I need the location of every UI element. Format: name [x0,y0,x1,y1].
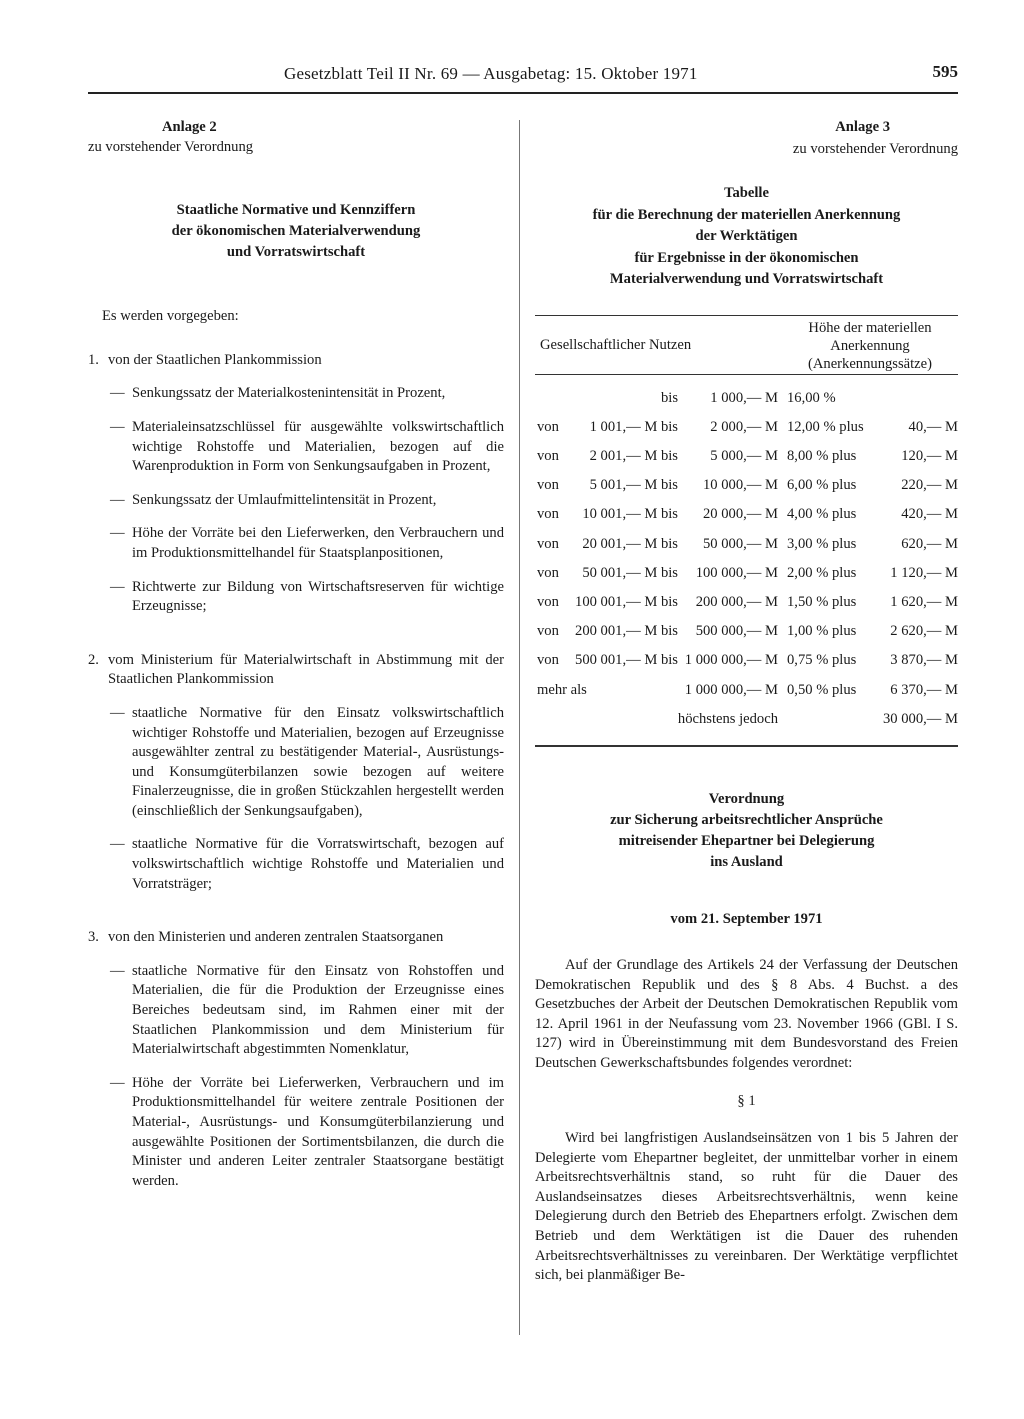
table-row [535,529,958,558]
heading-line: der Werktätigen [695,228,798,245]
column-header-anerkennung: Höhe der materiellen Anerkennung (Anerkennungssätze) [808,319,932,372]
bullet-item: — Höhe der Vorräte bei Lieferwerken, Verbrauchern und im Produktionsmittelhandel für weitere zentrale Positionen der Material-, Ausrüstungs- und Konsumgüterbilanzierung und ausgewählte Positionen der Sortimentsbilanzen, die durch die Minister und anderen Leiter zentraler Staatsorgane bestätigt werden. [110,1074,504,1189]
heading-line: Materialverwendung und Vorratswirtschaft [609,271,884,288]
row-from: 200 001,— M bis [575,623,678,640]
table-row [535,499,958,528]
anlage-2-heading [88,200,504,263]
row-percent: 3,00 % plus [787,535,857,552]
list-item-2 [88,651,504,690]
anlage-3-subtitle: zu vorstehender Verordnung [792,140,958,157]
section-heading: § 1 [737,1092,756,1109]
list-item-text: von den Ministerien und anderen zentralen Staatsorganen [108,929,444,946]
left-column [88,118,504,1191]
list-item-1 [88,351,504,371]
row-to: 100 000,— M [695,564,778,581]
row-prefix: von [537,477,559,494]
title-line: Verordnung [708,790,785,807]
row-from: 2 001,— M bis [589,448,678,465]
row-from: 20 001,— M bis [582,535,678,552]
row-from: 1 001,— M bis [589,418,678,435]
row-to: 1 000 000,— M [684,681,778,698]
table-row [535,441,958,470]
verordnung-title [535,789,958,873]
table-row [535,616,958,645]
heading-line: Staatliche Normative und Kennziffern [176,202,416,219]
row-prefix: von [537,623,559,640]
row-prefix: von [537,652,559,669]
table-row [535,558,958,587]
bullet-item: — staatliche Normative für die Vorratswirtschaft, bezogen auf volkswirtschaftlich wichtige Rohstoffe und Materialien und Vorratsträger; [110,836,504,892]
row-to: 10 000,— M [703,477,778,494]
row-percent: 6,00 % plus [787,477,857,494]
anlage-3-label: Anlage 3 [835,119,890,135]
row-percent: 8,00 % plus [787,448,857,465]
row-prefix: von [537,506,559,523]
row-prefix: von [537,564,559,581]
list-number: 2. [88,651,99,668]
row-prefix: mehr als [537,681,587,698]
list-number: 3. [88,929,99,946]
row-plus: 420,— M [901,506,958,523]
list-item-text: von der Staatlichen Plankommission [108,351,322,368]
row-plus: 2 620,— M [890,623,958,640]
anlage-2-subtitle: zu vorstehender Verordnung [88,138,254,155]
table-row [535,587,958,616]
row-percent: 0,50 % plus [787,681,857,698]
title-line: ins Ausland [710,853,783,870]
heading-line: der ökonomischen Materialverwendung [171,223,421,240]
bullet-item: — Senkungssatz der Umlaufmittelintensität in Prozent, [110,491,437,508]
table-row [535,704,958,733]
heading-line: und Vorratswirtschaft [226,244,366,261]
bullet-item: — Richtwerte zur Bildung von Wirtschaftsreserven für wichtige Erzeugnisse; [110,578,504,615]
verordnung-date: vom 21. September 1971 [670,910,823,927]
row-percent: 0,75 % plus [787,652,857,669]
row-from: 50 001,— M bis [582,564,678,581]
row-plus: 30 000,— M [883,710,958,727]
column-divider [519,120,520,1335]
row-to: 5 000,— M [710,448,778,465]
list-item-text: vom Ministerium für Materialwirtschaft in Abstimmung mit der Staatlichen Plankommission [108,651,504,688]
table-bottom-rule [535,733,958,747]
row-to: höchstens jedoch [677,710,778,727]
heading-line: für Ergebnisse in der ökonomischen [634,249,859,266]
table-row [535,412,958,441]
row-from: 500 001,— M bis [575,652,678,669]
table-row [535,645,958,674]
row-plus: 620,— M [901,535,958,552]
bullet-item: — Senkungssatz der Materialkostenintensität in Prozent, [110,385,446,402]
row-percent: 12,00 % plus [787,418,864,435]
table-row [535,383,958,412]
header-title: Gesetzblatt Teil II Nr. 69 — Ausgabetag: 15. Oktober 1971 [284,64,698,83]
page-number: 595 [932,62,958,81]
table-heading [535,183,958,291]
list-item-3 [88,928,504,948]
row-plus: 1 620,— M [890,594,958,610]
title-line: zur Sicherung arbeitsrechtlicher Ansprüche [610,811,883,828]
row-percent: 2,00 % plus [787,564,857,581]
preamble-paragraph: Auf der Grundlage des Artikels 24 der Verfassung der Deutschen Demokratischen Republik und des § 8 Abs. 4 Buchst. a des Gesetzbuches der Arbeit der Deutschen Demokratischen Republik vom 12. April 1961 in der Neufassung vom 23. November 1966 (GBl. I S. 127) wird in Übereinstimmung mit dem Bundesvorstand des Freien Deutschen Gewerkschaftsbundes folgendes verordnet: [535,956,958,1071]
title-line: mitreisender Ehepartner bei Delegierung [618,832,875,849]
section-paragraph: Wird bei langfristigen Auslandseinsätzen von 1 bis 5 Jahren der Delegierte vom Ehepartner begleitet, der unmittelbar vorher in einem Arbeitsrechtsverhältnis stand, so ruht für die Dauer des Auslandseinsatzes dieses Arbeitsrechtsverhältnis, wenn keine Delegierung durch den Betrieb des Ehepartners erfolgt. Zwischen dem Betrieb und dem Werktätigen ist die Dauer des ruhenden Arbeitsrechtsverhältnisses zu vereinbaren. Der Werktätige verpflichtet sich, bei planmäßiger Be- [535,1130,958,1284]
right-column [535,118,958,1286]
row-plus: 40,— M [908,418,958,435]
row-to: 200 000,— M [695,594,778,610]
row-to: 20 000,— M [703,506,778,523]
row-percent: 16,00 % [787,389,836,406]
row-plus: 6 370,— M [890,681,958,698]
heading-line: für die Berechnung der materiellen Anerkennung [592,206,901,223]
table-row [535,470,958,499]
row-prefix: von [537,448,559,465]
row-to: 1 000 000,— M [684,652,778,669]
row-from: bis [660,389,678,406]
intro-text: Es werden vorgegeben: [102,308,239,325]
row-prefix: von [537,418,559,435]
row-plus: 3 870,— M [890,652,958,669]
page-header [88,62,958,94]
table-row [535,675,958,704]
anlage-2-label: Anlage 2 [162,119,217,135]
row-prefix: von [537,535,559,552]
bullet-item: — Materialeinsatzschlüssel für ausgewählte volkswirtschaftlich wichtige Rohstoffe und Materialien, bezogen auf die Warenproduktion in Form von Senkungsaufgaben in Prozent, [110,418,504,475]
row-prefix: von [537,594,559,610]
table-body [535,383,958,733]
row-from: 5 001,— M bis [589,477,678,494]
column-header-nutzen: Gesellschaftlicher Nutzen [540,336,692,353]
bullet-item: — Höhe der Vorräte bei den Lieferwerken, den Verbrauchern und im Produktionsmittelhandel für Staatsplanpositionen, [110,525,504,561]
row-to: 500 000,— M [695,623,778,640]
row-from: 10 001,— M bis [582,506,678,523]
row-to: 1 000,— M [710,389,778,406]
list-number: 1. [88,351,99,368]
row-plus: 1 120,— M [890,564,958,581]
row-to: 2 000,— M [710,418,778,435]
heading-line: Tabelle [724,185,769,202]
row-to: 50 000,— M [703,535,778,552]
row-percent: 1,00 % plus [787,623,857,640]
table-header [535,315,958,375]
row-percent: 1,50 % plus [787,594,857,610]
row-plus: 220,— M [901,477,958,494]
bullet-item: — staatliche Normative für den Einsatz von Rohstoffen und Materialien, die für die Produktion der Erzeugnisse eines Bereiches bedeutsam sind, im Rahmen einer mit der Staatlichen Plankommission und dem Ministerium für Materialwirtschaft abgestimmten Nomenklatur, [110,962,504,1058]
row-from: 100 001,— M bis [575,594,678,610]
row-percent: 4,00 % plus [787,506,857,523]
bullet-item: — staatliche Normative für den Einsatz volkswirtschaftlich wichtiger Rohstoffe und Materialien, bezogen auf Erzeugnisse ausgewählter zentral zu bestätigender Material-, Ausrüstungs- und Konsumgüterbilanzen sowie bezogen auf weitere Finalerzeugnisse, die in großen Stückzahlen hergestellt werden (einschließlich der Senkungsaufgaben), [110,704,504,819]
row-plus: 120,— M [901,448,958,465]
